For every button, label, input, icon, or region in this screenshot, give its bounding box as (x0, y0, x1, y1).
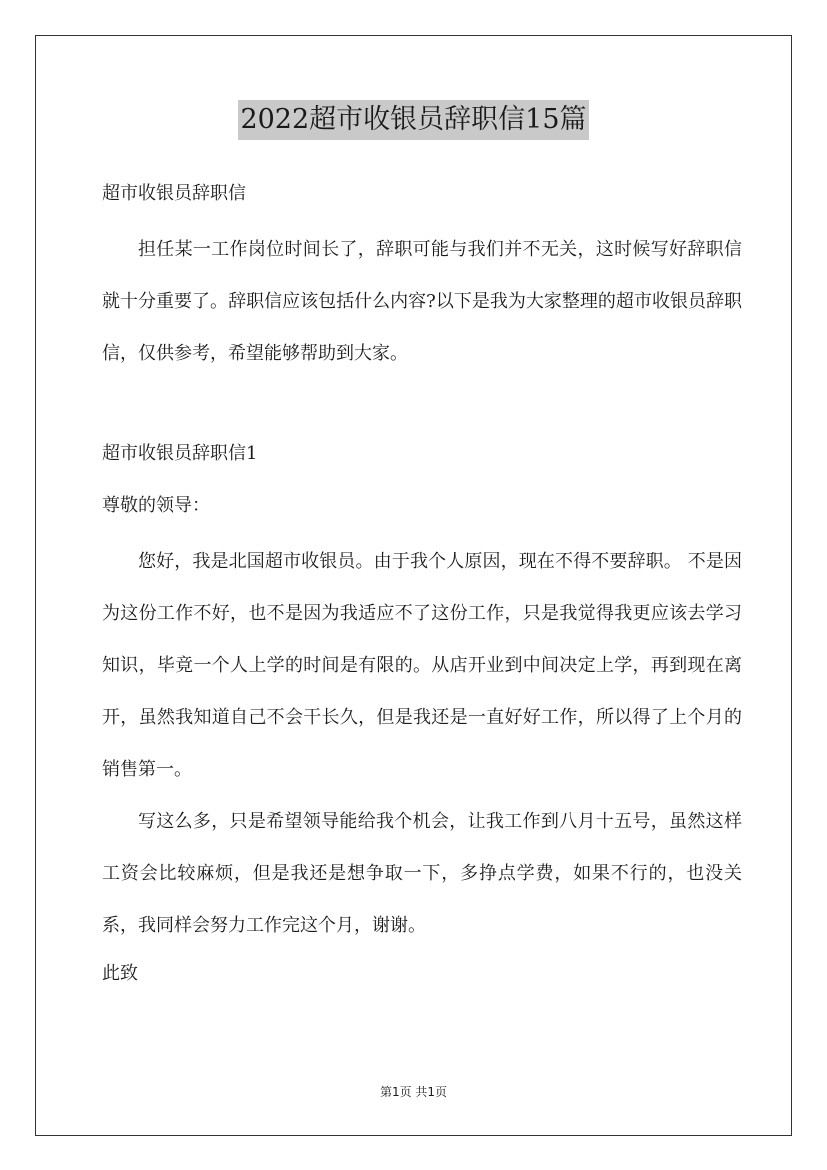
body-paragraph-2: 写这么多，只是希望领导能给我个机会，让我工作到八月十五号，虽然这样工资会比较麻烦，但是我还是想争取一下，多挣点学费，如果不行的，也没关系，我同样会努力工作完这个月，谢谢。 (102, 811, 742, 936)
title-container (0, 100, 827, 140)
document-body (102, 172, 742, 1004)
body-paragraph-1: 您好，我是北国超市收银员。由于我个人原因，现在不得不要辞职。 不是因为这份工作不好，也不是因为我适应不了这份工作，只是我觉得我更应该去学习知识，毕竟一个人上学的时间是有限的。从店开业到中间决定上学，再到现在离开，虽然我知道自己不会干长久，但是我还是一直好好工作，所以得了上个月的销售第一。 (102, 551, 742, 780)
salutation: 尊敬的领导： (102, 495, 210, 516)
blank-line (102, 380, 742, 432)
intro-paragraph: 担任某一工作岗位时间长了，辞职可能与我们并不无关，这时候写好辞职信就十分重要了。辞职信应该包括什么内容?以下是我为大家整理的超市收银员辞职信，仅供参考，希望能够帮助到大家。 (102, 239, 742, 364)
document-title: 2022超市收银员辞职信15篇 (238, 100, 588, 140)
section-subtitle: 超市收银员辞职信 (102, 183, 246, 204)
closing: 此致 (102, 963, 138, 984)
letter-heading: 超市收银员辞职信1 (102, 443, 258, 464)
page-footer: 第1页 共1页 (379, 1085, 448, 1099)
